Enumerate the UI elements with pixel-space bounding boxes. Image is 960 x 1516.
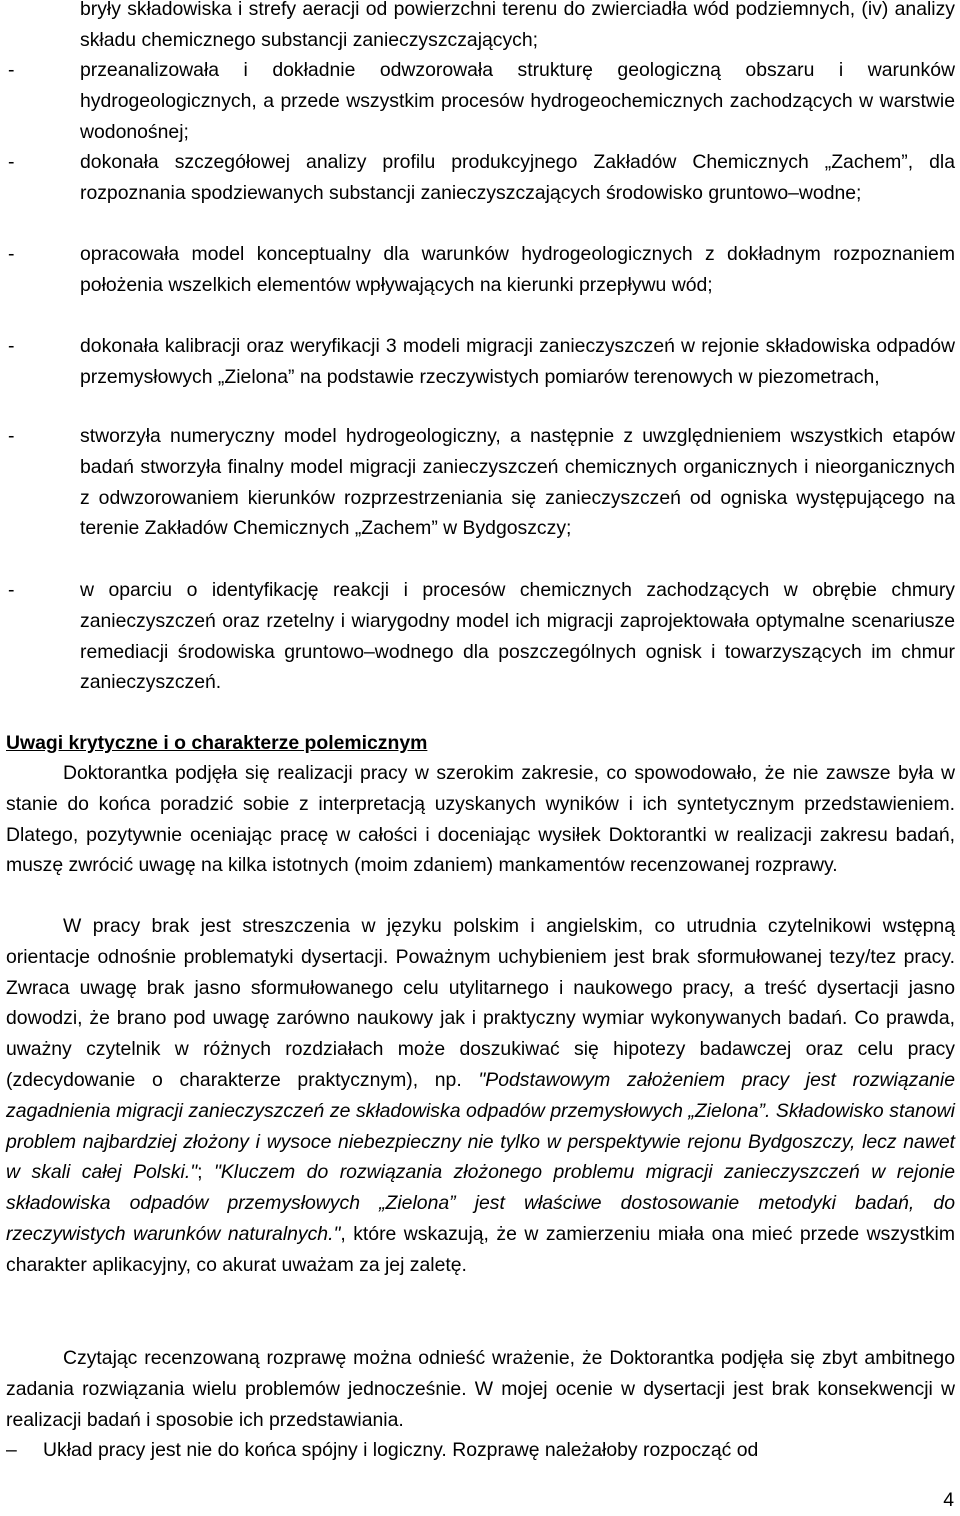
list-item-text: stworzyła numeryczny model hydrogeologiczny, a następnie z uwzględnieniem wszystkich etapów badań stworzyła finalny model migracji zanieczyszczeń chemicznych organicznych i nieorganicznych z odwzorowaniem kierunków rozprzestrzeniania się zanieczyszczeń od ogniska występującego na terenie Zakładów Chemicznych „Zachem” w Bydgoszczy; [80, 425, 955, 540]
paragraph-critique [6, 911, 955, 1281]
list-item-text: dokonała kalibracji oraz weryfikacji 3 modeli migracji zanieczyszczeń w rejonie składowiska odpadów przemysłowych „Zielona” na podstawie rzeczywistych pomiarów terenowych w piezometrach, [80, 335, 955, 388]
list-item [8, 421, 955, 544]
paragraph-structure: Czytając recenzowaną rozprawę można odnieść wrażenie, że Doktorantka podjęła się zbyt ambitnego zadania rozwiązania wielu problemów jednocześnie. W mojej ocenie w dysertacji jest brak konsekwencji w realizacji badań i sposobie ich przedstawiania. [6, 1347, 955, 1431]
bullet-dash: - [8, 425, 15, 447]
quote-thesis-2: "Kluczem do rozwiązania złożonego problemu migracji zanieczyszczeń w rejonie składowiska odpadów przemysłowych „Zielona” jest właściwe dostosowanie metodyki badań, do rzeczywistych warunków naturalnych." [6, 1161, 955, 1245]
list-item [8, 575, 955, 698]
bullet-dash: - [8, 243, 15, 265]
list-item [6, 1435, 955, 1466]
list-item [8, 239, 955, 301]
list-item [8, 331, 955, 393]
page-number: 4 [943, 1489, 954, 1511]
bullet-dash: - [8, 151, 15, 173]
paragraph-critique-ending: , które wskazują, że w zamierzeniu miała ona mieć przede wszystkim charakter aplikacyjny, co akurat uważam za jej zaletę. [6, 1222, 955, 1276]
list-item [8, 55, 955, 147]
intro-continuation: bryły składowiska i strefy aeracji od powierzchni terenu do zwierciadła wód podziemnych, (iv) analizy składu chemicznego substancji zanieczyszczających; [80, 0, 955, 51]
list-item-text: opracowała model konceptualny dla warunków hydrogeologicznych z dokładnym rozpoznaniem położenia wszelkich elementów wpływających na kierunki przepływu wód; [80, 243, 955, 296]
bullet-dash: - [8, 579, 15, 601]
quote-separator: ; [197, 1161, 214, 1184]
list-item-text: dokonała szczegółowej analizy profilu produkcyjnego Zakładów Chemicznych „Zachem”, dla rozpoznania spodziewanych substancji zanieczyszczających środowisko gruntowo–wodne; [80, 151, 955, 204]
bullet-dash: – [6, 1439, 17, 1461]
quote-thesis-1: "Podstawowym założeniem pracy jest rozwiązanie zagadnienia migracji zanieczyszczeń ze składowiska odpadów przemysłowych „Zielona”. Składowisko stanowi problem najbardziej złożony i wysoce niebezpieczny nie tylko w perspektywie rejonu Bydgoszczy, lecz nawet w skali całej Polski." [6, 1068, 956, 1184]
list-item-text: przeanalizowała i dokładnie odwzorowała strukturę geologiczną obszaru i warunków hydrogeologicznych, a przede wszystkim procesów hydrogeochemicznych zachodzących w warstwie wodonośnej; [80, 59, 955, 143]
list-item [8, 147, 955, 209]
paragraph-intro: Doktorantka podjęła się realizacji pracy w szerokim zakresie, co spowodowało, że nie zawsze była w stanie do końca poradzić sobie z interpretacją uzyskanych wyników i ich syntetycznym przedstawieniem. Dlatego, pozytywnie oceniając pracę w całości i doceniając wysiłek Doktorantki w realizacji zakresu badań, muszę zwrócić uwagę na kilka istotnych (moim zdaniem) mankamentów recenzowanej rozprawy. [6, 762, 955, 877]
bullet-dash: - [8, 335, 15, 357]
list-item-text: Układ pracy jest nie do końca spójny i logiczny. Rozprawę należałoby rozpocząć od [43, 1439, 759, 1461]
section-heading: Uwagi krytyczne i o charakterze polemicznym [6, 732, 428, 754]
bullet-dash: - [8, 59, 15, 81]
list-item-text: w oparciu o identyfikację reakcji i procesów chemicznych zachodzących w obrębie chmury zanieczyszczeń oraz rzetelny i wiarygodny model ich migracji zaprojektowała optymalne scenariusze remediacji środowiska gruntowo–wodnego dla poszczególnych ognisk i towarzyszących im chmur zanieczyszczeń. [80, 579, 955, 694]
paragraph-critique-text: W pracy brak jest streszczenia w języku polskim i angielskim, co utrudnia czytelnikowi wstępną orientacje odnośnie problematyki dysertacji. Poważnym uchybieniem jest brak sformułowanej tezy/tez pracy. Zwraca uwagę brak jasno sformułowanego celu utylitarnego i naukowego pracy, a treść dysertacji jasno dowodzi, że brano pod uwagę zarówno naukowy jak i praktyczny wymiar wykonywanych badań. Co prawda, uważny czytelnik w różnych rozdziałach może doszukiwać się hipotezy badawczej oraz celu pracy (zdecydowanie o charakterze praktycznym), np. [6, 915, 955, 1091]
